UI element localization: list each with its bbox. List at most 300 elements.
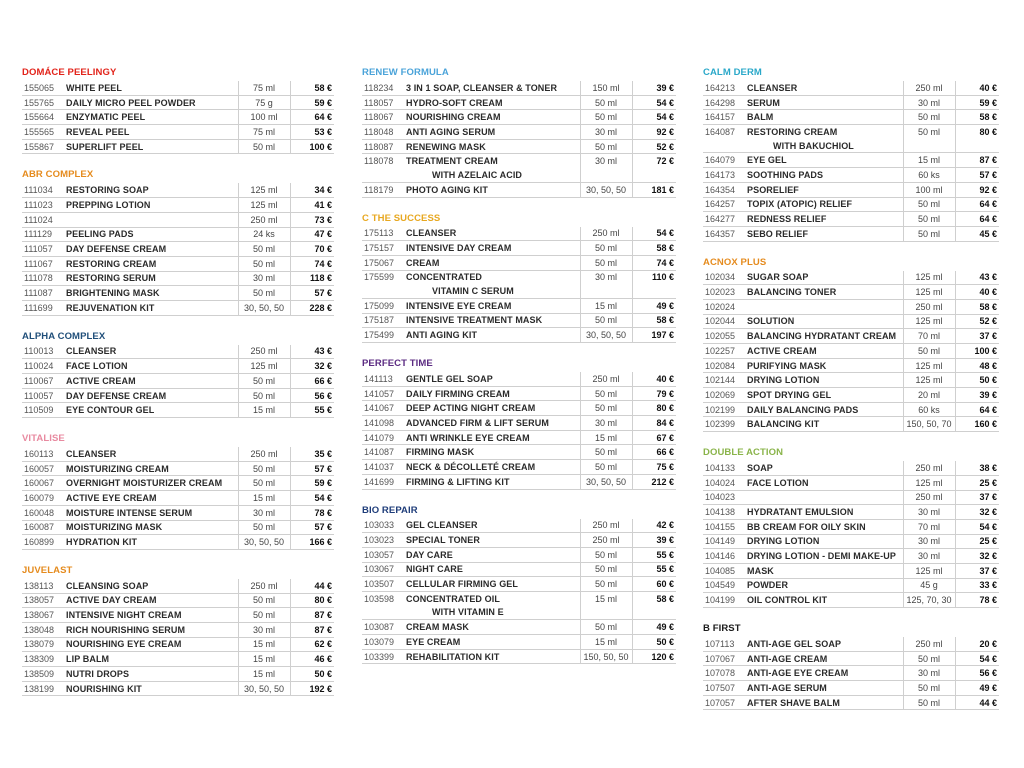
product-price	[632, 168, 676, 182]
product-volume: 75 g	[238, 95, 290, 110]
product-price: 43 €	[955, 271, 999, 285]
table-row	[362, 255, 676, 270]
product-price: 54 €	[632, 110, 676, 125]
product-price: 25 €	[955, 475, 999, 490]
product-name: EYE CREAM	[404, 635, 580, 650]
product-volume: 50 ml	[903, 110, 955, 125]
table-row	[22, 256, 334, 271]
product-code: 102084	[703, 358, 745, 373]
product-name: REJUVENATION KIT	[64, 300, 238, 315]
product-name	[745, 299, 903, 314]
product-name: GEL CLEANSER	[404, 519, 580, 533]
product-code: 141113	[362, 372, 404, 386]
product-price: 73 €	[290, 212, 334, 227]
product-code	[362, 284, 404, 298]
price-table	[362, 227, 676, 344]
product-price: 74 €	[290, 256, 334, 271]
product-code: 164087	[705, 126, 736, 137]
table-row	[22, 505, 334, 520]
product-volume: 50 ml	[580, 255, 632, 270]
product-name: INTENSIVE NIGHT CREAM	[64, 608, 238, 623]
product-volume: 30, 50, 50	[238, 535, 290, 550]
table-row	[703, 168, 999, 183]
table-row	[703, 314, 999, 329]
product-volume: 50 ml	[903, 197, 955, 212]
product-name: DRYING LOTION	[745, 373, 903, 388]
product-name: VITAMIN C SERUM	[404, 284, 580, 298]
product-name: EYE GEL	[745, 153, 903, 168]
product-price: 59 €	[290, 95, 334, 110]
product-price: 56 €	[290, 388, 334, 403]
product-price	[632, 606, 676, 620]
product-name: ANTI WRINKLE EYE CREAM	[404, 430, 580, 445]
product-price: 70 €	[290, 242, 334, 257]
product-name: HYDRO-SOFT CREAM	[404, 95, 580, 110]
product-section	[703, 65, 999, 242]
product-volume: 125 ml	[238, 359, 290, 374]
product-price: 39 €	[955, 388, 999, 403]
product-name: PREPPING LOTION	[64, 198, 238, 213]
product-code: 141037	[362, 460, 404, 475]
product-price: 87 €	[290, 608, 334, 623]
product-volume: 125 ml	[903, 271, 955, 285]
price-table	[703, 271, 999, 433]
table-row	[703, 329, 999, 344]
product-volume: 15 ml	[580, 635, 632, 650]
product-code	[362, 606, 404, 620]
table-row	[703, 212, 999, 227]
product-volume: 70 ml	[903, 329, 955, 344]
product-code: 141057	[362, 386, 404, 401]
product-code: 175113	[362, 227, 404, 241]
product-price: 38 €	[955, 461, 999, 475]
product-volume: 70 ml	[903, 519, 955, 534]
table-row	[22, 183, 334, 197]
product-name: DAY CARE	[404, 547, 580, 562]
product-price: 54 €	[290, 491, 334, 506]
product-code: 103399	[362, 649, 404, 664]
product-name: INTENSIVE DAY CREAM	[404, 241, 580, 256]
product-code: 164079	[703, 153, 745, 168]
product-code: 111034	[22, 183, 64, 197]
product-price: 118 €	[290, 271, 334, 286]
table-row	[703, 505, 999, 520]
product-name: BALANCING TONER	[745, 285, 903, 300]
product-volume: 60 ks	[903, 168, 955, 183]
product-volume: 75 ml	[238, 125, 290, 140]
section-title: DOUBLE ACTION	[703, 447, 784, 459]
product-code: 164277	[703, 212, 745, 227]
product-name: INTENSIVE TREATMENT MASK	[404, 313, 580, 328]
product-volume: 30 ml	[580, 270, 632, 284]
product-volume: 15 ml	[580, 591, 632, 605]
product-price: 45 €	[955, 226, 999, 241]
product-code: 111699	[22, 300, 64, 315]
product-name: REVEAL PEEL	[64, 125, 238, 140]
product-name: SOLUTION	[745, 314, 903, 329]
section-title: C THE SUCCESS	[362, 212, 441, 224]
product-price: 64 €	[955, 402, 999, 417]
product-price: 78 €	[955, 593, 999, 608]
product-code: 138113	[22, 579, 64, 593]
table-row	[703, 461, 999, 475]
table-row	[703, 197, 999, 212]
product-code: 175599	[364, 272, 395, 283]
product-price: 59 €	[290, 476, 334, 491]
product-name: HYDRATANT EMULSION	[745, 505, 903, 520]
product-code: 110013	[22, 345, 64, 359]
product-name: BRIGHTENING MASK	[64, 286, 238, 301]
table-row	[703, 519, 999, 534]
product-code: 102034	[703, 271, 745, 285]
product-price: 43 €	[290, 345, 334, 359]
product-price: 46 €	[290, 652, 334, 667]
product-name: CREAM MASK	[404, 620, 580, 635]
product-volume: 50 ml	[903, 695, 955, 710]
product-section	[362, 211, 676, 344]
table-row	[22, 593, 334, 608]
product-code: 138067	[22, 608, 64, 623]
product-code: 164157	[703, 110, 745, 125]
table-row	[22, 579, 334, 593]
price-table	[22, 579, 334, 697]
product-volume: 50 ml	[580, 110, 632, 125]
product-price: 57 €	[290, 286, 334, 301]
table-row	[22, 242, 334, 257]
product-code: 102069	[703, 388, 745, 403]
table-row	[703, 358, 999, 373]
product-price: 37 €	[955, 490, 999, 505]
product-volume: 30, 50, 50	[238, 681, 290, 696]
section-title: JUVELAST	[22, 564, 73, 576]
product-price: 192 €	[290, 681, 334, 696]
product-price	[632, 284, 676, 298]
product-volume: 50 ml	[580, 95, 632, 110]
table-row	[22, 198, 334, 213]
section-title: ABR COMPLEX	[22, 169, 94, 181]
product-code: 103087	[362, 620, 404, 635]
product-volume	[580, 606, 632, 620]
product-name: BALANCING KIT	[745, 417, 903, 432]
table-row	[22, 520, 334, 535]
product-volume: 20 ml	[903, 388, 955, 403]
product-volume: 30, 50, 50	[580, 328, 632, 343]
product-price: 37 €	[955, 329, 999, 344]
section-title: ACNOX PLUS	[703, 256, 767, 268]
table-row	[22, 447, 334, 461]
product-name: NECK & DÉCOLLETÉ CREAM	[404, 460, 580, 475]
product-volume: 30, 50, 50	[580, 474, 632, 489]
section-title: DOMÁCE PEELINGY	[22, 67, 117, 78]
price-table	[703, 81, 999, 242]
table-row	[703, 490, 999, 505]
product-price: 58 €	[632, 241, 676, 256]
table-row	[22, 491, 334, 506]
product-volume: 15 ml	[238, 403, 290, 418]
table-row	[362, 430, 676, 445]
product-volume: 50 ml	[903, 125, 955, 139]
product-name: REDNESS RELIEF	[745, 212, 903, 227]
product-price: 55 €	[290, 403, 334, 418]
table-row	[703, 95, 999, 110]
product-price: 100 €	[955, 344, 999, 359]
product-code: 111067	[22, 256, 64, 271]
product-code: 155065	[22, 81, 64, 95]
product-code: 160899	[22, 535, 64, 550]
product-price: 58 €	[955, 299, 999, 314]
product-code: 118087	[362, 139, 404, 154]
product-code: 111023	[22, 198, 64, 213]
table-row	[362, 372, 676, 386]
table-row	[362, 474, 676, 489]
table-row	[362, 445, 676, 460]
product-price: 58 €	[290, 81, 334, 95]
product-volume: 250 ml	[238, 345, 290, 359]
product-name: SERUM	[745, 95, 903, 110]
product-volume: 250 ml	[903, 461, 955, 475]
product-name: FIRMING & LIFTING KIT	[404, 474, 580, 489]
product-price: 32 €	[290, 359, 334, 374]
product-price: 42 €	[632, 519, 676, 533]
product-code: 155765	[22, 95, 64, 110]
product-name: CONCENTRATED OIL	[406, 593, 500, 604]
product-name: RESTORING SERUM	[64, 271, 238, 286]
product-volume: 250 ml	[580, 533, 632, 548]
table-row	[362, 620, 676, 635]
product-price: 52 €	[955, 314, 999, 329]
product-code: 164173	[703, 168, 745, 183]
product-volume: 125 ml	[903, 314, 955, 329]
product-code: 111057	[22, 242, 64, 257]
table-row	[22, 345, 334, 359]
section-title: CALM DERM	[703, 67, 762, 78]
product-name: RESTORING CREAM	[747, 126, 838, 137]
product-volume: 50 ml	[238, 461, 290, 476]
product-code: 141699	[362, 474, 404, 489]
product-name: AFTER SHAVE BALM	[745, 695, 903, 710]
table-row	[22, 535, 334, 550]
product-price: 87 €	[290, 622, 334, 637]
product-code: 102257	[703, 344, 745, 359]
product-volume: 50 ml	[903, 344, 955, 359]
price-column-1	[22, 62, 334, 709]
table-row	[362, 110, 676, 125]
product-code: 111129	[22, 227, 64, 242]
product-price: 33 €	[955, 578, 999, 593]
table-row	[703, 125, 999, 139]
table-row	[362, 649, 676, 664]
product-name: SEBO RELIEF	[745, 226, 903, 241]
table-row	[703, 344, 999, 359]
product-code: 104138	[703, 505, 745, 520]
product-name: ACTIVE DAY CREAM	[64, 593, 238, 608]
product-volume	[903, 139, 955, 153]
product-name: ANTI AGING SERUM	[404, 125, 580, 140]
product-name: NOURISHING CREAM	[404, 110, 580, 125]
product-volume: 50 ml	[238, 374, 290, 389]
product-volume: 50 ml	[580, 401, 632, 416]
table-row	[362, 168, 676, 182]
table-row	[703, 226, 999, 241]
product-volume: 15 ml	[580, 430, 632, 445]
product-section	[22, 563, 334, 697]
product-name: CREAM	[404, 255, 580, 270]
product-name: REHABILITATION KIT	[404, 649, 580, 664]
product-code: 103079	[362, 635, 404, 650]
table-row	[362, 533, 676, 548]
table-row	[362, 270, 676, 284]
product-code: 103023	[362, 533, 404, 548]
product-code: 155565	[22, 125, 64, 140]
product-name	[64, 212, 238, 227]
product-price: 57 €	[290, 520, 334, 535]
product-name: MOISTURE INTENSE SERUM	[64, 505, 238, 520]
product-volume: 30 ml	[580, 125, 632, 140]
product-price: 44 €	[955, 695, 999, 710]
product-name: WITH BAKUCHIOL	[745, 139, 903, 153]
product-volume: 30 ml	[580, 154, 632, 168]
product-code: 175187	[362, 313, 404, 328]
product-name: CLEANSING SOAP	[64, 579, 238, 593]
table-row	[22, 652, 334, 667]
product-price: 32 €	[955, 505, 999, 520]
product-name: LIP BALM	[64, 652, 238, 667]
product-code: 118048	[362, 125, 404, 140]
product-name: RESTORING CREAM	[64, 256, 238, 271]
price-table	[362, 519, 676, 665]
product-name: ACTIVE CREAM	[64, 374, 238, 389]
product-code: 107113	[703, 637, 745, 651]
product-code: 160067	[22, 476, 64, 491]
product-price: 75 €	[632, 460, 676, 475]
product-price: 41 €	[290, 198, 334, 213]
section-title: PERFECT TIME	[362, 358, 433, 369]
table-row	[362, 313, 676, 328]
product-name: NUTRI DROPS	[64, 667, 238, 682]
product-name: SOAP	[745, 461, 903, 475]
product-volume: 250 ml	[238, 212, 290, 227]
product-code: 118078	[364, 156, 394, 167]
product-code: 111087	[22, 286, 64, 301]
product-volume: 50 ml	[903, 212, 955, 227]
table-row	[22, 212, 334, 227]
table-row	[22, 286, 334, 301]
table-row	[362, 591, 676, 605]
product-code: 141067	[362, 401, 404, 416]
product-price: 58 €	[955, 110, 999, 125]
table-row	[362, 81, 676, 95]
product-volume: 15 ml	[903, 153, 955, 168]
table-row	[703, 695, 999, 710]
product-price: 50 €	[632, 635, 676, 650]
product-name: ACTIVE CREAM	[745, 344, 903, 359]
product-code: 138079	[22, 637, 64, 652]
product-code: 160079	[22, 491, 64, 506]
product-volume: 45 g	[903, 578, 955, 593]
product-name: CLEANSER	[404, 227, 580, 241]
product-price: 79 €	[632, 386, 676, 401]
product-code: 102055	[703, 329, 745, 344]
product-volume: 15 ml	[580, 298, 632, 313]
table-row	[22, 608, 334, 623]
product-code: 175099	[362, 298, 404, 313]
product-price: 64 €	[290, 110, 334, 125]
product-name: OIL CONTROL KIT	[745, 593, 903, 608]
product-name: CLEANSER	[745, 81, 903, 95]
product-code: 164213	[703, 81, 745, 95]
product-code: 138199	[22, 681, 64, 696]
product-section	[362, 356, 676, 490]
table-row	[703, 110, 999, 125]
table-row	[703, 563, 999, 578]
table-row	[703, 182, 999, 197]
table-row	[362, 227, 676, 241]
product-code: 141087	[362, 445, 404, 460]
table-row	[22, 227, 334, 242]
product-volume: 250 ml	[238, 579, 290, 593]
product-price: 25 €	[955, 534, 999, 549]
table-row	[22, 476, 334, 491]
product-section	[703, 445, 999, 608]
table-row	[703, 153, 999, 168]
table-row	[362, 139, 676, 154]
product-volume: 250 ml	[903, 490, 955, 505]
product-volume: 50 ml	[580, 386, 632, 401]
product-name: DEEP ACTING NIGHT CREAM	[404, 401, 580, 416]
product-code: 138309	[22, 652, 64, 667]
product-volume: 30 ml	[903, 505, 955, 520]
product-name: RENEWING MASK	[404, 139, 580, 154]
product-volume: 250 ml	[903, 81, 955, 95]
table-row	[362, 154, 676, 168]
product-name: NOURISHING KIT	[64, 681, 238, 696]
product-price: 50 €	[290, 667, 334, 682]
product-code: 104085	[703, 563, 745, 578]
product-price: 32 €	[955, 549, 999, 564]
product-section	[703, 255, 999, 433]
product-price: 74 €	[632, 255, 676, 270]
product-volume: 250 ml	[238, 447, 290, 461]
product-price: 59 €	[955, 95, 999, 110]
product-section	[362, 503, 676, 665]
product-volume: 50 ml	[903, 681, 955, 696]
table-row	[362, 95, 676, 110]
table-row	[362, 416, 676, 431]
table-row	[22, 622, 334, 637]
table-row	[22, 388, 334, 403]
product-name: WITH VITAMIN E	[404, 606, 580, 620]
product-volume: 50 ml	[238, 139, 290, 154]
product-code: 118067	[362, 110, 404, 125]
table-row	[362, 241, 676, 256]
product-section	[22, 167, 334, 315]
product-code: 104024	[703, 475, 745, 490]
product-price: 87 €	[955, 153, 999, 168]
product-code	[703, 139, 745, 153]
product-name: ANTI-AGE CREAM	[745, 651, 903, 666]
product-price: 80 €	[290, 593, 334, 608]
product-volume: 15 ml	[238, 491, 290, 506]
table-row	[22, 667, 334, 682]
product-code: 102199	[703, 402, 745, 417]
table-row	[22, 461, 334, 476]
product-name: NOURISHING EYE CREAM	[64, 637, 238, 652]
product-code: 141079	[362, 430, 404, 445]
product-name: DAILY FIRMING CREAM	[404, 386, 580, 401]
product-volume: 50 ml	[903, 651, 955, 666]
product-price: 197 €	[632, 328, 676, 343]
product-name: PSORELIEF	[745, 182, 903, 197]
